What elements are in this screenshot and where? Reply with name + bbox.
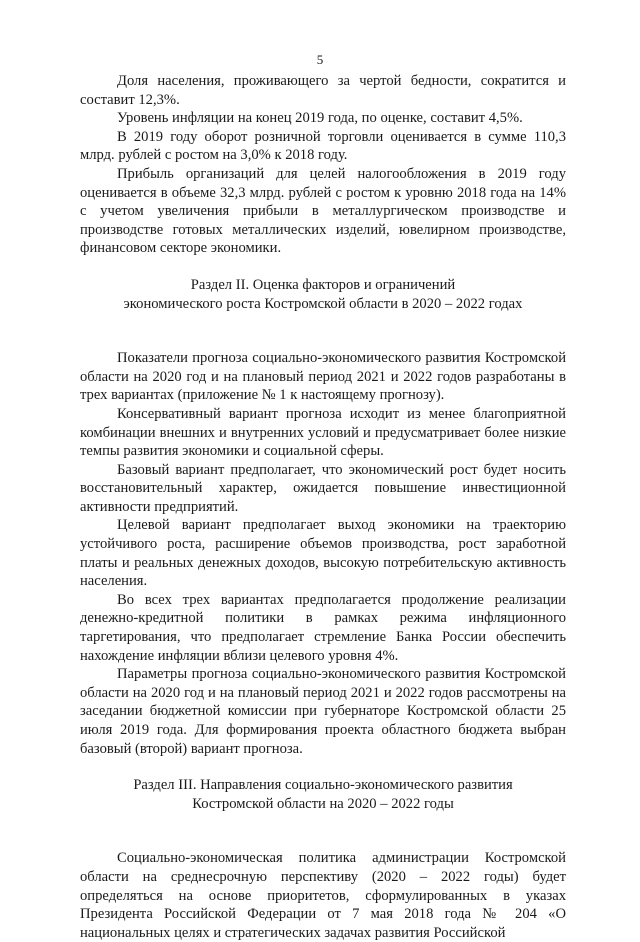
section3-heading [80,776,566,813]
paragraph-inflation: Уровень инфляции на конец 2019 года, по оценке, составит 4,5%. [117,110,523,127]
paragraph-target: Целевой вариант предполагает выход экономики на траекторию устойчивого роста, расширение объемов производства, рост заработной платы и реальных денежных доходов, высокую потребительскую активность населения. [80,517,566,590]
paragraph-retail: В 2019 году оборот розничной торговли оценивается в сумме 110,3 млрд. рублей с ростом на 3,0% к 2018 году. [80,128,566,164]
page-number: 5 [316,52,324,67]
section3-title-line1: Раздел III. Направления социально-экономического развития [133,777,513,794]
section2-heading [80,276,566,313]
paragraph-conservative: Консервативный вариант прогноза исходит из менее благоприятной комбинации внешних и внутренних условий и предусматривает более низкие темпы развития экономики и социальной сферы. [80,405,566,460]
paragraph-parameters: Параметры прогноза социально-экономического развития Костромской области на 2020 год и на плановый период 2021 и 2022 годов рассмотрены на заседании бюджетной комиссии при губернаторе Костромской области 25 июля 2019 года. Для формирования проекта областного бюджета выбран базовый (второй) вариант прогноза. [80,666,566,757]
document-body [80,72,566,942]
section2-title-line2: экономического роста Костромской области в 2020 – 2022 годах [123,295,523,312]
paragraph-profit: Прибыль организаций для целей налогообложения в 2019 году оценивается в объеме 32,3 млрд. рублей с ростом к уровню 2018 года на 14% с учетом увеличения прибыли в металлургическом производстве и производстве готовых металлических изделий, ювелирном производстве, финансовом секторе экономики. [80,165,566,257]
section3-title-line2: Костромской области на 2020 – 2022 годы [192,795,454,812]
section2-title-line1: Раздел II. Оценка факторов и ограничений [190,276,456,293]
paragraph-policy: Социально-экономическая политика администрации Костромской области на среднесрочную перспективу (2020 – 2022 годы) будет определяться на основе приоритетов, сформулированных в указах Президента Российской Федерации от 7 мая 2018 года № 204 «О национальных целях и стратегических задачах развития Российской [80,850,566,941]
paragraph-monetary: Во всех трех вариантах предполагается продолжение реализации денежно-кредитной политики в рамках режима инфляционного таргетирования, что предполагает стремление Банка России обеспечить нахождение инфляции вблизи целевого уровня 4%. [80,591,566,664]
paragraph-base: Базовый вариант предполагает, что экономический рост будет носить восстановительный характер, ожидается повышение инвестиционной активности предприятий. [80,461,566,515]
paragraph-poverty: Доля населения, проживающего за чертой бедности, сократится и составит 12,3%. [80,73,566,108]
paragraph-forecast-variants: Показатели прогноза социально-экономического развития Костромской области на 2020 год и на плановый период 2021 и 2022 годов разработаны в трех вариантах (приложение № 1 к настоящему прогнозу). [80,350,566,404]
